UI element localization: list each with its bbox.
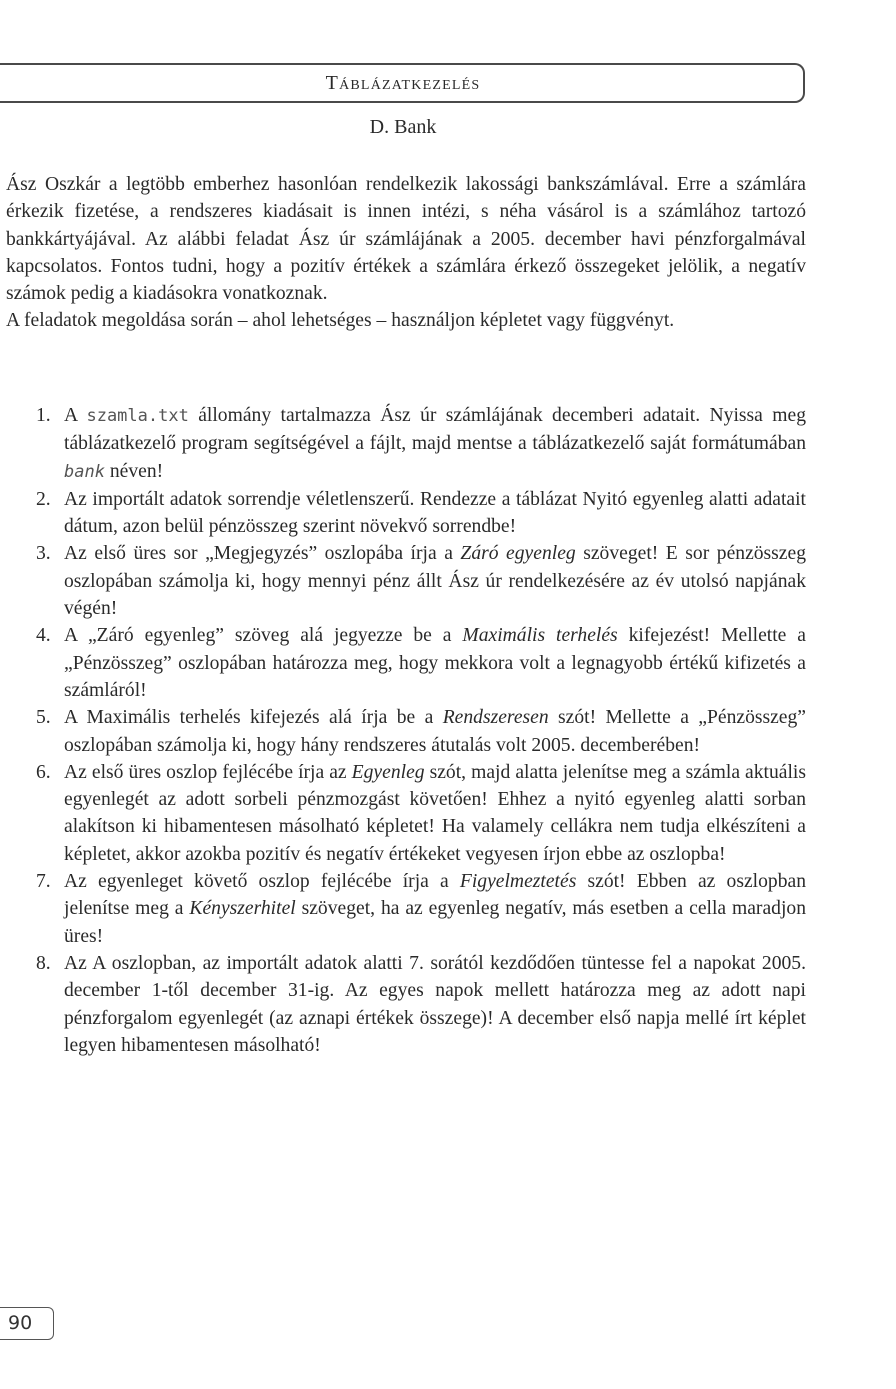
task-text: kifejezést! Mellette a „Pénzösszeg” oszlopában határozza meg, hogy mekkora volt a legnagyobb értékű kifizetés a számláról! bbox=[64, 625, 806, 701]
task-item bbox=[36, 759, 806, 868]
task-text: Az importált adatok sorrendje véletlenszerű. Rendezze a táblázat Nyitó egyenleg alatti adatait dátum, azon belül pénzösszeg szerint növekvő sorrendbe! bbox=[64, 488, 806, 538]
task-text: szót! Mellette a „Pénzösszeg” oszlopában számolja ki, hogy hány rendszeres átutalás volt 2005. decemberében! bbox=[64, 707, 807, 756]
task-emphasis: Egyenleg bbox=[351, 761, 425, 783]
exercise-title: D. Bank bbox=[369, 116, 437, 138]
intro-instruction: A feladatok megoldása során – ahol lehetséges – használjon képletet vagy függvényt. bbox=[6, 310, 675, 332]
section-title: Táblázatkezelés bbox=[325, 72, 481, 94]
task-number: 1. bbox=[36, 405, 51, 426]
task-number: 2. bbox=[36, 488, 51, 510]
task-text: A „Záró egyenleg” szöveg alá jegyezze be a bbox=[64, 625, 463, 647]
task-text: szöveget! E sor pénzösszeg oszlopában számolja ki, hogy mennyi pénz állt Ász úr rendelkezésére az év utolsó napjának végén! bbox=[64, 543, 807, 620]
task-number: 4. bbox=[36, 625, 51, 647]
task-number: 7. bbox=[36, 871, 51, 893]
task-item bbox=[36, 486, 806, 541]
task-text: szót! Ebben az oszlopban jelenítse meg a bbox=[64, 871, 806, 920]
task-item bbox=[36, 540, 806, 622]
task-text: Az egyenleget követő oszlop fejlécébe írja a bbox=[64, 871, 460, 893]
task-text: néven! bbox=[104, 460, 164, 482]
task-text: szöveget, ha az egyenleg negatív, más esetben a cella maradjon üres! bbox=[64, 898, 806, 947]
task-item bbox=[36, 402, 806, 486]
save-name: bank bbox=[64, 461, 105, 482]
intro-paragraph: Ász Oszkár a legtöbb emberhez hasonlóan rendelkezik lakossági bankszámlával. Erre a számlára érkezik fizetése, a rendszeres kiadásait is innen intézi, s néha vásárol is a számlához tartozó bankkártyájával. Az alábbi feladat Ász úr számlájának a 2005. december havi pénzforgalmával kapcsolatos. Fontos tudni, hogy a pozitív értékek a számlára érkező összegeket jelölik, a negatív számok pedig a kiadásokra vonatkoznak. bbox=[6, 174, 806, 305]
task-text: állomány tartalmazza Ász úr számlájának decemberi adatait. Nyissa meg táblázatkezelő program segítségével a fájlt, majd mentse a táblázatkezelő saját formátumában bbox=[64, 405, 806, 455]
page-number: 90 bbox=[8, 1312, 33, 1334]
task-number: 8. bbox=[36, 952, 51, 974]
task-text: szót, majd alatta jelenítse meg a számla aktuális egyenlegét az adott sorbeli pénzmozgást követően! Ehhez a nyitó egyenleg alatti sorban alakítson ki hibamentesen másolható képletet! Ha valamely cellákra nem tudja elkészíteni a képletet, akkor azokba pozitív és negatív értékeket vegyesen írjon ebbe az oszlopba! bbox=[64, 761, 806, 865]
task-number: 5. bbox=[36, 707, 51, 729]
task-number: 6. bbox=[36, 761, 51, 783]
task-emphasis: Maximális terhelés bbox=[462, 625, 618, 647]
task-item bbox=[36, 950, 806, 1059]
intro-text bbox=[6, 171, 806, 335]
task-text: Az A oszlopban, az importált adatok alatti 7. sorától kezdődően tüntesse fel a napokat 2005. december 1-től december 31-ig. Az egyes napok mellett határozza meg az adott napi pénzforgalom egyenlegét (az aznapi értékek összege)! A december első napja mellé írt képlet legyen hibamentesen másolható! bbox=[64, 952, 806, 1056]
filename: szamla.txt bbox=[86, 406, 189, 426]
task-emphasis: Figyelmeztetés bbox=[459, 871, 577, 893]
task-item bbox=[36, 622, 806, 704]
task-emphasis: Záró egyenleg bbox=[460, 543, 576, 565]
task-text: A bbox=[64, 405, 87, 426]
task-emphasis: Rendszeresen bbox=[442, 707, 549, 729]
task-text: Az első üres oszlop fejlécébe írja az bbox=[64, 761, 352, 783]
task-text: A Maximális terhelés kifejezés alá írja be a bbox=[64, 707, 443, 729]
task-text: Az első üres sor „Megjegyzés” oszlopába írja a bbox=[64, 543, 461, 565]
task-list bbox=[36, 402, 806, 1059]
task-item bbox=[36, 704, 806, 759]
task-emphasis: Kényszerhitel bbox=[189, 898, 296, 920]
task-number: 3. bbox=[36, 543, 51, 565]
task-item bbox=[36, 868, 806, 950]
